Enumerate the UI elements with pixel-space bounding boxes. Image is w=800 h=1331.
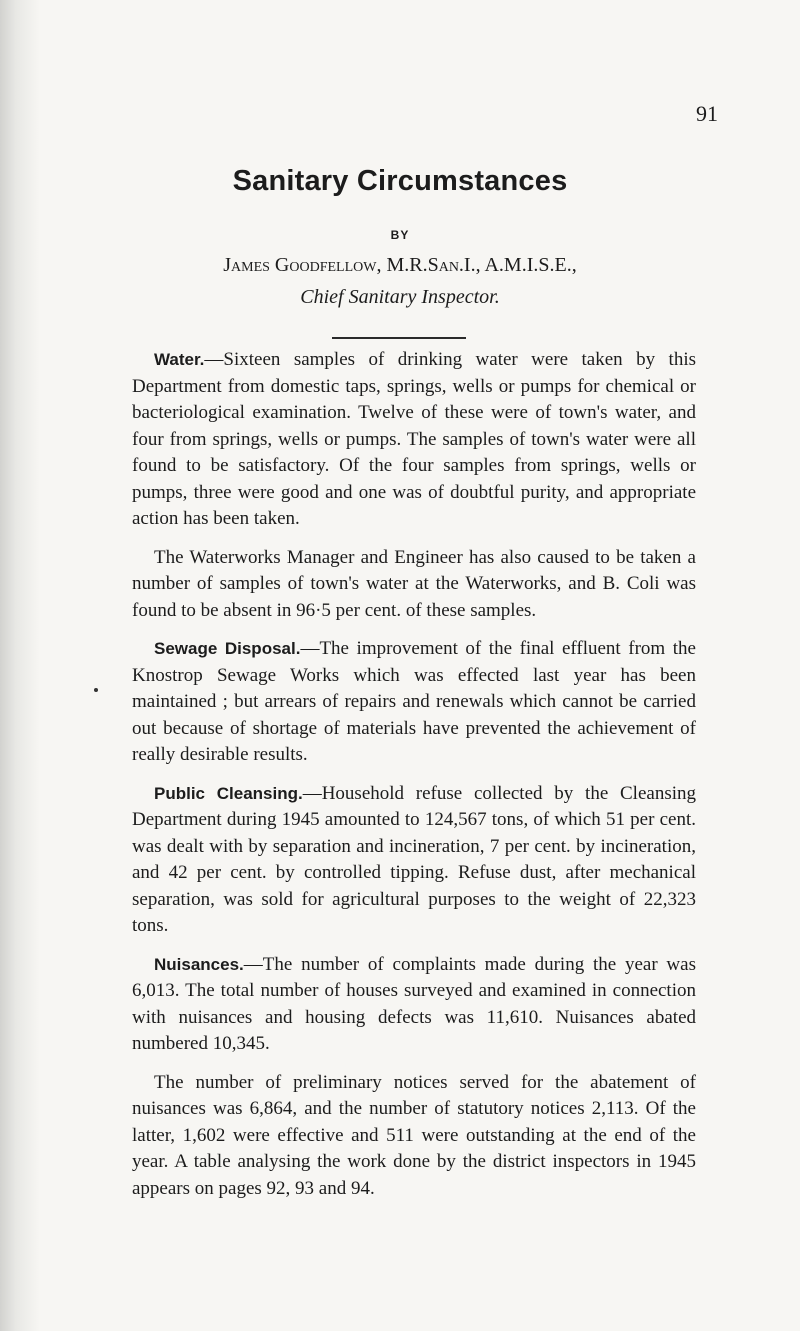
paragraph-notices <box>132 1070 696 1203</box>
heading-cleansing: Public Cleansing. <box>154 783 303 803</box>
paragraph-water <box>132 347 696 533</box>
print-speck <box>94 688 98 692</box>
report-body <box>132 347 696 1214</box>
paragraph-waterworks <box>132 545 696 625</box>
paragraph-sewage <box>132 636 696 769</box>
text-sewage: —The improvement of the final effluent from the Knostrop Sewage Works which was effected last year has been maintained ; but arrears of repairs and renewals which cannot be carried out because of shortage of materials have prevented the achievement of really desirable results. <box>132 638 696 765</box>
text-water: —Sixteen samples of drinking water were taken by this Department from domestic taps, springs, wells or pumps for chemical or bacteriological examination. Twelve of these were of town's water, and four from springs, wells or pumps. The samples of town's water were all found to be satisfactory. Of the four samples from springs, wells or pumps, three were good and one was of doubtful purity, and appropriate action has been taken. <box>132 349 696 529</box>
heading-nuisances: Nuisances. <box>154 954 244 974</box>
heading-sewage: Sewage Disposal. <box>154 639 301 658</box>
heading-water: Water. <box>154 350 205 369</box>
page-number: 91 <box>696 101 718 126</box>
text-nuisances: —The number of complaints made during the year was 6,013. The total number of houses surveyed and examined in connection with nuisances and housing defects was 11,610. Nuisances abated numbered 10,345. <box>132 953 696 1054</box>
paragraph-cleansing <box>132 781 696 940</box>
text-cleansing: —Household refuse collected by the Cleansing Department during 1945 amounted to 124,567 tons, of which 51 per cent. was dealt with by separation and incineration, 7 per cent. by incineration, and 42 per cent. by controlled tipping. Refuse dust, after mechanical separation, was sold for agricultural purposes to the weight of 22,323 tons. <box>132 782 696 936</box>
paragraph-nuisances <box>132 952 696 1058</box>
page-title: Sanitary Circumstances <box>232 165 568 197</box>
text-waterworks: The Waterworks Manager and Engineer has also caused to be taken a number of samples of town's water at the Waterworks, and B. Coli was found to be absent in 96·5 per cent. of these samples. <box>132 546 696 621</box>
text-notices: The number of preliminary notices served for the abatement of nuisances was 6,864, and the number of statutory notices 2,113. Of the latter, 1,602 were effective and 511 were outstanding at the end of the year. A table analysing the work done by the district inspectors in 1945 appears on pages 92, 93 and 94. <box>132 1071 696 1199</box>
byline-label: BY <box>390 228 410 242</box>
author-role: Chief Sanitary Inspector. <box>300 286 500 308</box>
binding-shadow <box>0 0 40 1331</box>
author-name: James Goodfellow, M.R.San.I., A.M.I.S.E., <box>223 254 577 276</box>
title-divider <box>332 337 466 339</box>
